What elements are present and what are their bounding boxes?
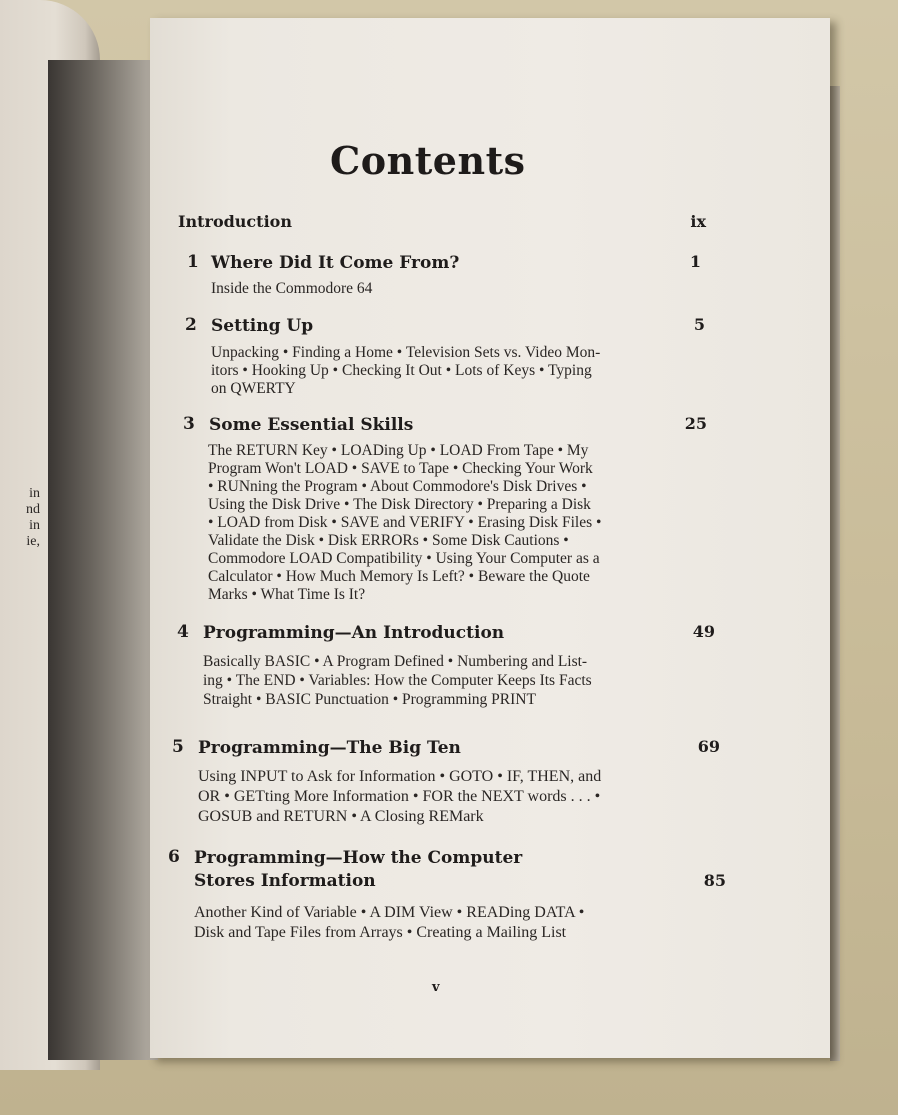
topic-line: ing • The END • Variables: How the Computer Keeps Its Facts bbox=[203, 672, 592, 689]
topic-line: Basically BASIC • A Program Defined • Numbering and List- bbox=[203, 653, 588, 670]
page-edge bbox=[830, 86, 840, 1061]
facing-page-text bbox=[0, 486, 40, 550]
topic-line: Program Won't LOAD • SAVE to Tape • Checking Your Work bbox=[208, 460, 593, 477]
facing-text-line: in bbox=[29, 518, 40, 533]
chapter-title bbox=[211, 315, 313, 338]
chapter-page: 1 bbox=[689, 252, 701, 271]
topic-line: Disk and Tape Files from Arrays • Creating a Mailing List bbox=[194, 924, 567, 941]
chapter-topics bbox=[211, 280, 372, 298]
chapter-number: 1 bbox=[187, 252, 199, 272]
chapter-title-line: Some Essential Skills bbox=[209, 415, 414, 435]
topic-line: Marks • What Time Is It? bbox=[208, 586, 366, 603]
chapter-page: 49 bbox=[692, 622, 715, 641]
chapter-entry-3 bbox=[183, 414, 707, 604]
introduction-page: ix bbox=[690, 212, 706, 231]
topic-line: Unpacking • Finding a Home • Television Sets vs. Video Mon- bbox=[211, 344, 601, 361]
chapter-entry-4 bbox=[177, 622, 717, 712]
topic-line: The RETURN Key • LOADing Up • LOAD From Tape • My bbox=[208, 442, 589, 459]
chapter-number: 5 bbox=[172, 737, 184, 757]
chapter-number: 3 bbox=[183, 414, 195, 434]
introduction-title: Introduction bbox=[178, 212, 292, 231]
page-title: Contents bbox=[330, 138, 526, 183]
topic-line: Straight • BASIC Punctuation • Programming PRINT bbox=[203, 691, 536, 708]
chapter-page: 69 bbox=[697, 737, 720, 756]
page-number: v bbox=[432, 980, 440, 995]
chapter-entry-1 bbox=[187, 252, 707, 302]
chapter-topics bbox=[203, 652, 592, 709]
chapter-title bbox=[211, 252, 459, 275]
facing-text-line: nd bbox=[26, 502, 40, 517]
chapter-title-line: Where Did It Come From? bbox=[211, 253, 460, 273]
chapter-entry-6 bbox=[168, 847, 728, 947]
book-spine-shadow bbox=[48, 60, 158, 1060]
chapter-page: 5 bbox=[693, 315, 705, 334]
topic-line: Using INPUT to Ask for Information • GOTO • IF, THEN, and bbox=[198, 768, 602, 785]
topic-line: • LOAD from Disk • SAVE and VERIFY • Erasing Disk Files • bbox=[208, 514, 602, 531]
chapter-title bbox=[209, 414, 413, 437]
facing-text-line: in bbox=[29, 486, 40, 501]
chapter-number: 2 bbox=[185, 315, 197, 335]
chapter-title-line: Stores Information bbox=[194, 871, 376, 891]
chapter-topics bbox=[194, 903, 584, 943]
chapter-title bbox=[198, 737, 461, 760]
topic-line: Using the Disk Drive • The Disk Directory • Preparing a Disk bbox=[208, 496, 591, 513]
topic-line: OR • GETting More Information • FOR the NEXT words . . . • bbox=[198, 788, 601, 805]
chapter-title-line: Setting Up bbox=[211, 316, 314, 336]
topic-line: Calculator • How Much Memory Is Left? • Beware the Quote bbox=[208, 568, 590, 585]
topic-line: Another Kind of Variable • A DIM View • READing DATA • bbox=[194, 904, 585, 921]
chapter-title bbox=[194, 847, 522, 893]
chapter-topics bbox=[211, 344, 600, 398]
topic-line: • RUNning the Program • About Commodore's Disk Drives • bbox=[208, 478, 587, 495]
chapter-entry-5 bbox=[172, 737, 720, 837]
introduction-entry bbox=[178, 212, 706, 238]
chapter-page: 25 bbox=[684, 414, 707, 433]
chapter-title bbox=[203, 622, 504, 645]
chapter-title-line: Programming—An Introduction bbox=[203, 623, 505, 643]
chapter-topics bbox=[198, 767, 601, 827]
topic-line: Inside the Commodore 64 bbox=[211, 280, 373, 297]
chapter-entry-2 bbox=[185, 315, 707, 395]
chapter-title-line: Programming—How the Computer bbox=[194, 848, 523, 868]
topic-line: Validate the Disk • Disk ERRORs • Some Disk Cautions • bbox=[208, 532, 569, 549]
topic-line: GOSUB and RETURN • A Closing REMark bbox=[198, 808, 484, 825]
chapter-title-line: Programming—The Big Ten bbox=[198, 738, 461, 758]
facing-text-line: ie, bbox=[26, 534, 40, 549]
chapter-number: 6 bbox=[168, 847, 180, 867]
chapter-number: 4 bbox=[177, 622, 189, 642]
topic-line: on QWERTY bbox=[211, 380, 296, 397]
topic-line: Commodore LOAD Compatibility • Using Your Computer as a bbox=[208, 550, 600, 567]
chapter-topics bbox=[208, 442, 601, 604]
topic-line: itors • Hooking Up • Checking It Out • Lots of Keys • Typing bbox=[211, 362, 592, 379]
chapter-page: 85 bbox=[703, 871, 726, 890]
